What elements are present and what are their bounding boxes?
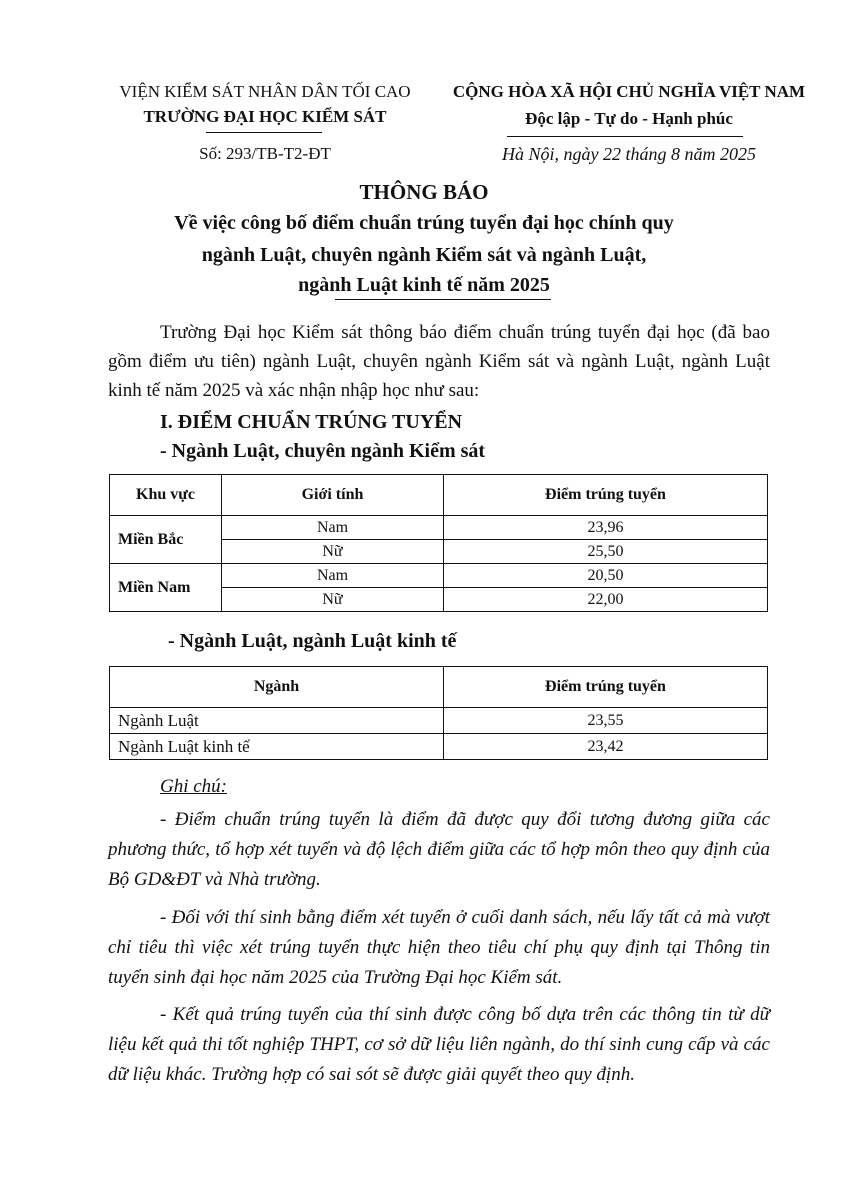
score-cell: 25,50 [444,540,768,564]
table-header-row [110,475,768,516]
note-item: - Điểm chuẩn trúng tuyển là điểm đã được quy đổi tương đương giữa các phương thức, tổ hợp xét tuyển và độ lệch điểm giữa các tổ hợp môn theo quy định của Bộ GD&ĐT và Nhà trường. [108,809,770,890]
score-table-law [109,666,768,760]
notice-subject-line-1: Về việc công bố điểm chuẩn trúng tuyển đại học chính quy [174,212,674,234]
motto-underline [507,136,743,137]
notice-subject-line-2: ngành Luật, chuyên ngành Kiểm sát và ngành Luật, [201,244,647,266]
intro-paragraph: Trường Đại học Kiểm sát thông báo điểm chuẩn trúng tuyển đại học (đã bao gồm điểm ưu tiên) ngành Luật, chuyên ngành Kiểm sát và ngành Luật, ngành Luật kinh tế năm 2025 và xác nhận nhập học như sau: [108,322,770,401]
document-number: Số: 293/TB-T2-ĐT [199,144,331,163]
gender-cell: Nam [222,516,444,540]
region-cell: Miền Nam [110,564,222,612]
agency-name: VIỆN KIỂM SÁT NHÂN DÂN TỐI CAO [119,82,411,101]
score-table-procuracy [109,474,768,612]
gender-cell: Nữ [222,540,444,564]
table-row [110,734,768,760]
country-name: CỘNG HÒA XÃ HỘI CHỦ NGHĨA VIỆT NAM [452,82,806,101]
score-cell: 23,55 [444,708,768,734]
gender-cell: Nam [222,564,444,588]
notes-heading: Ghi chú: [160,776,228,797]
national-motto: Độc lập - Tự do - Hạnh phúc [525,109,733,128]
column-header: Điểm trúng tuyển [444,667,768,708]
notice-subject-line-3: ngành Luật kinh tế năm 2025 [298,274,550,296]
section-heading: I. ĐIỂM CHUẨN TRÚNG TUYỂN [160,411,463,433]
score-cell: 22,00 [444,588,768,612]
score-cell: 20,50 [444,564,768,588]
table-row [110,708,768,734]
column-header: Ngành [110,667,444,708]
subsection-heading-2: - Ngành Luật, ngành Luật kinh tế [168,630,457,652]
major-cell: Ngành Luật [110,708,444,734]
column-header: Giới tính [222,475,444,516]
region-cell: Miền Bắc [110,516,222,564]
school-name: TRƯỜNG ĐẠI HỌC KIỂM SÁT [143,107,387,126]
score-cell: 23,42 [444,734,768,760]
column-header: Khu vực [110,475,222,516]
table-header-row [110,667,768,708]
note-item: - Đối với thí sinh bằng điểm xét tuyển ở cuối danh sách, nếu lấy tất cả mà vượt chỉ tiêu thì việc xét trúng tuyển thực hiện theo tiêu chí phụ quy định tại Thông tin tuyển sinh đại học năm 2025 của Trường Đại học Kiểm sát. [108,907,770,988]
table-row [110,564,768,588]
subsection-heading-1: - Ngành Luật, chuyên ngành Kiểm sát [160,440,486,462]
major-cell: Ngành Luật kinh tế [110,734,444,760]
note-item: - Kết quả trúng tuyển của thí sinh được công bố dựa trên các thông tin từ dữ liệu kết quả thi tốt nghiệp THPT, cơ sở dữ liệu liên ngành, do thí sinh cung cấp và các dữ liệu khác. Trường hợp có sai sót sẽ được giải quyết theo quy định. [108,1004,770,1085]
notice-title: THÔNG BÁO [359,180,489,204]
column-header: Điểm trúng tuyển [444,475,768,516]
gender-cell: Nữ [222,588,444,612]
place-date: Hà Nội, ngày 22 tháng 8 năm 2025 [502,144,756,164]
title-underline [335,299,551,300]
table-row [110,516,768,540]
school-underline [206,132,322,133]
score-cell: 23,96 [444,516,768,540]
